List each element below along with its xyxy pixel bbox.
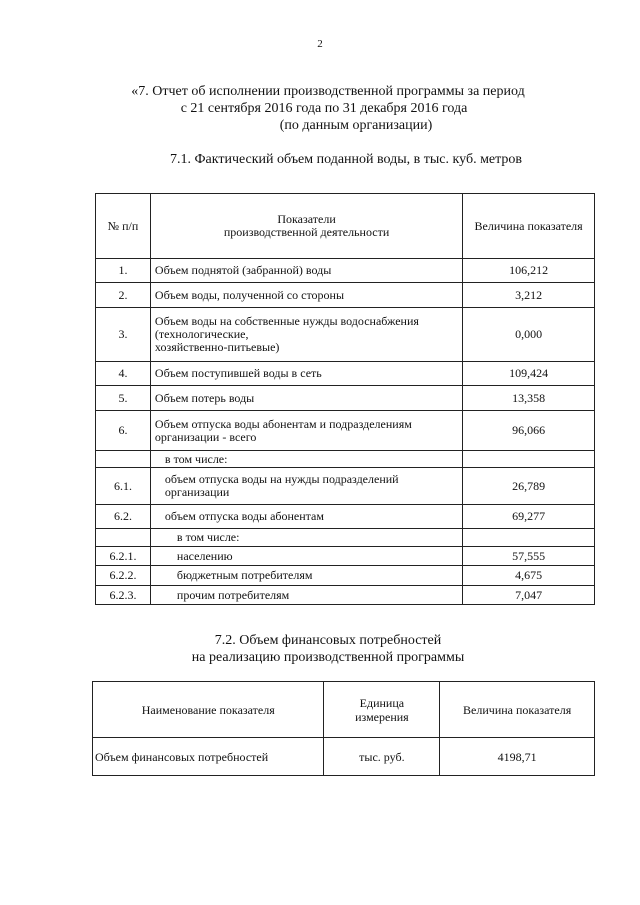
table-row: [96, 566, 595, 586]
row-value: 3,212: [463, 283, 595, 308]
header-indicator-line2: производственной деятельности: [223, 225, 390, 239]
row-num: 3.: [96, 308, 151, 362]
row-indicator: Объем поступившей воды в сеть: [150, 362, 462, 386]
row-num: 6.2.: [96, 505, 151, 529]
row-indicator: [150, 468, 462, 505]
row-value: 96,066: [463, 411, 595, 451]
table-header-row: [96, 194, 595, 259]
row-indicator-line1: Объем отпуска воды абонентам и подразделениям: [154, 416, 412, 431]
section2-title-line2: на реализацию производственной программы: [191, 650, 465, 665]
row-indicator-line2: организации - всего: [154, 429, 257, 444]
header-num: № п/п: [96, 194, 151, 259]
table-row: [96, 259, 595, 283]
row-indicator: объем отпуска воды абонентам: [150, 505, 462, 529]
row-subheading: в том числе:: [150, 529, 462, 547]
row-num: 6.2.1.: [96, 547, 151, 566]
row-num: 1.: [96, 259, 151, 283]
header-indicator: [150, 194, 462, 259]
table-row: [96, 505, 595, 529]
header-unit-line1: Единица: [359, 695, 405, 710]
table-row: [96, 362, 595, 386]
header-indicator-name: Наименование показателя: [93, 682, 324, 738]
row-indicator-line2: организации: [164, 485, 230, 499]
row-indicator: прочим потребителям: [150, 586, 462, 605]
row-value: 4,675: [463, 566, 595, 586]
row-indicator-line2: (технологические,: [154, 327, 249, 341]
row-num: 2.: [96, 283, 151, 308]
table-row: [96, 283, 595, 308]
row-value: 57,555: [463, 547, 595, 566]
row-value: 0,000: [463, 308, 595, 362]
row-indicator-line3: хозяйственно-питьевые): [154, 340, 280, 354]
table-row: [96, 529, 595, 547]
financial-needs-table: [92, 681, 595, 776]
row-value: 106,212: [463, 259, 595, 283]
row-value: 69,277: [463, 505, 595, 529]
row-indicator-line1: объем отпуска воды на нужды подразделений: [164, 472, 399, 486]
row-value: 109,424: [463, 362, 595, 386]
row-indicator: Объем потерь воды: [150, 386, 462, 411]
row-value: 13,358: [463, 386, 595, 411]
table-row: [96, 386, 595, 411]
table-row: [96, 468, 595, 505]
row-indicator-line1: Объем воды на собственные нужды водоснабжения: [154, 314, 419, 328]
table-row: [96, 586, 595, 605]
section2-title-line1: 7.2. Объем финансовых потребностей: [214, 633, 442, 648]
row-indicator-name: Объем финансовых потребностей: [93, 738, 324, 776]
row-num: [96, 529, 151, 547]
row-num: [96, 451, 151, 468]
row-num: 6.: [96, 411, 151, 451]
table-row: [96, 547, 595, 566]
page-number: 2: [317, 38, 323, 50]
row-num: 5.: [96, 386, 151, 411]
header-unit-line2: измерения: [355, 709, 409, 724]
header-value: Величина показателя: [440, 682, 595, 738]
row-indicator: [150, 308, 462, 362]
row-indicator: [150, 411, 462, 451]
row-num: 6.2.3.: [96, 586, 151, 605]
row-value: 26,789: [463, 468, 595, 505]
row-num: 4.: [96, 362, 151, 386]
report-title-line1: «7. Отчет об исполнении производственной программы за период: [131, 84, 525, 99]
row-unit: тыс. руб.: [324, 738, 440, 776]
header-indicator-line1: Показатели: [277, 212, 336, 226]
row-indicator: населению: [150, 547, 462, 566]
row-value: 4198,71: [440, 738, 595, 776]
row-num: 6.2.2.: [96, 566, 151, 586]
row-indicator: Объем воды, полученной со стороны: [150, 283, 462, 308]
water-volume-table: [95, 193, 595, 605]
row-indicator: Объем поднятой (забранной) воды: [150, 259, 462, 283]
table-row: [93, 738, 595, 776]
row-num: 6.1.: [96, 468, 151, 505]
table-row: [96, 308, 595, 362]
table-header-row: [93, 682, 595, 738]
row-subheading: в том числе:: [150, 451, 462, 468]
row-value: 7,047: [463, 586, 595, 605]
section1-title: 7.1. Фактический объем поданной воды, в тыс. куб. метров: [169, 152, 523, 167]
header-value: Величина показателя: [463, 194, 595, 259]
header-unit: [324, 682, 440, 738]
row-value: [463, 451, 595, 468]
report-title-line3: (по данным организации): [279, 118, 433, 133]
report-title-line2: с 21 сентября 2016 года по 31 декабря 2016 года: [180, 101, 468, 116]
row-indicator: бюджетным потребителям: [150, 566, 462, 586]
table-row: [96, 451, 595, 468]
table-row: [96, 411, 595, 451]
row-value: [463, 529, 595, 547]
